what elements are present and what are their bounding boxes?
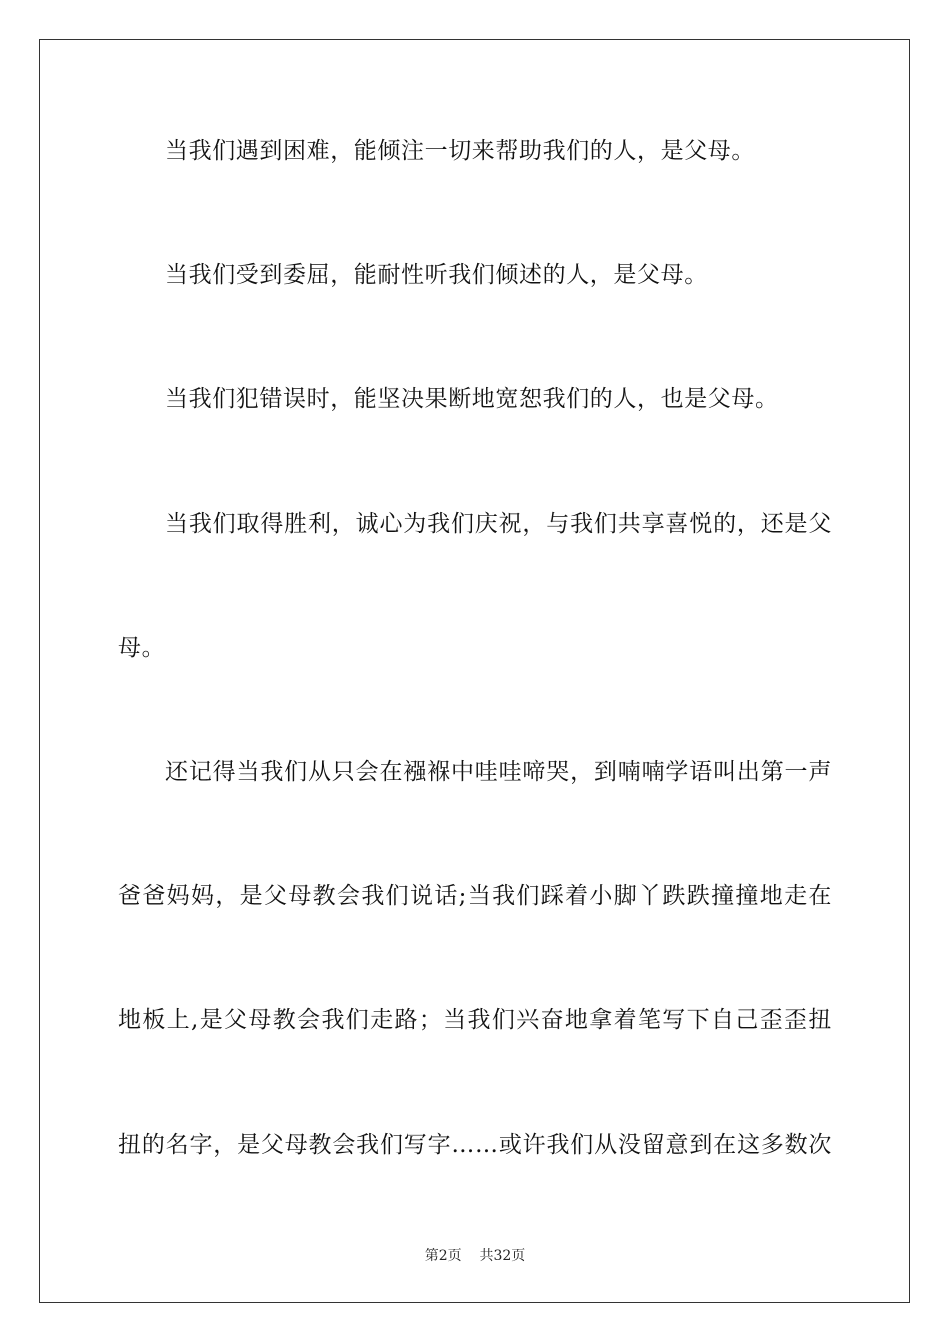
paragraph-line-1: 当我们遇到困难，能倾注一切来帮助我们的人，是父母。 bbox=[165, 138, 755, 164]
page-number: 第2页 bbox=[424, 1248, 462, 1264]
footer-spacer bbox=[462, 1248, 480, 1264]
paragraph-line-9: 扭的名字，是父母教会我们写字……或许我们从没留意到在这多数次 bbox=[118, 1132, 832, 1158]
paragraph-line-3: 当我们犯错误时，能坚决果断地宽恕我们的人，也是父母。 bbox=[165, 386, 779, 412]
paragraph-line-6: 还记得当我们从只会在襁褓中哇哇啼哭，到喃喃学语叫出第一声 bbox=[165, 759, 832, 785]
paragraph-line-5: 母。 bbox=[118, 635, 166, 661]
paragraph-line-2: 当我们受到委屈，能耐性听我们倾述的人，是父母。 bbox=[165, 262, 708, 288]
paragraph-line-4: 当我们取得胜利，诚心为我们庆祝，与我们共享喜悦的，还是父 bbox=[165, 511, 832, 537]
paragraph-line-8: 地板上,是父母教会我们走路；当我们兴奋地拿着笔写下自己歪歪扭 bbox=[118, 1007, 832, 1033]
page-frame bbox=[39, 39, 910, 1303]
page-footer bbox=[0, 1247, 950, 1265]
page-total: 共32页 bbox=[479, 1248, 526, 1264]
paragraph-line-7: 爸爸妈妈，是父母教会我们说话;当我们踩着小脚丫跌跌撞撞地走在 bbox=[118, 883, 832, 909]
